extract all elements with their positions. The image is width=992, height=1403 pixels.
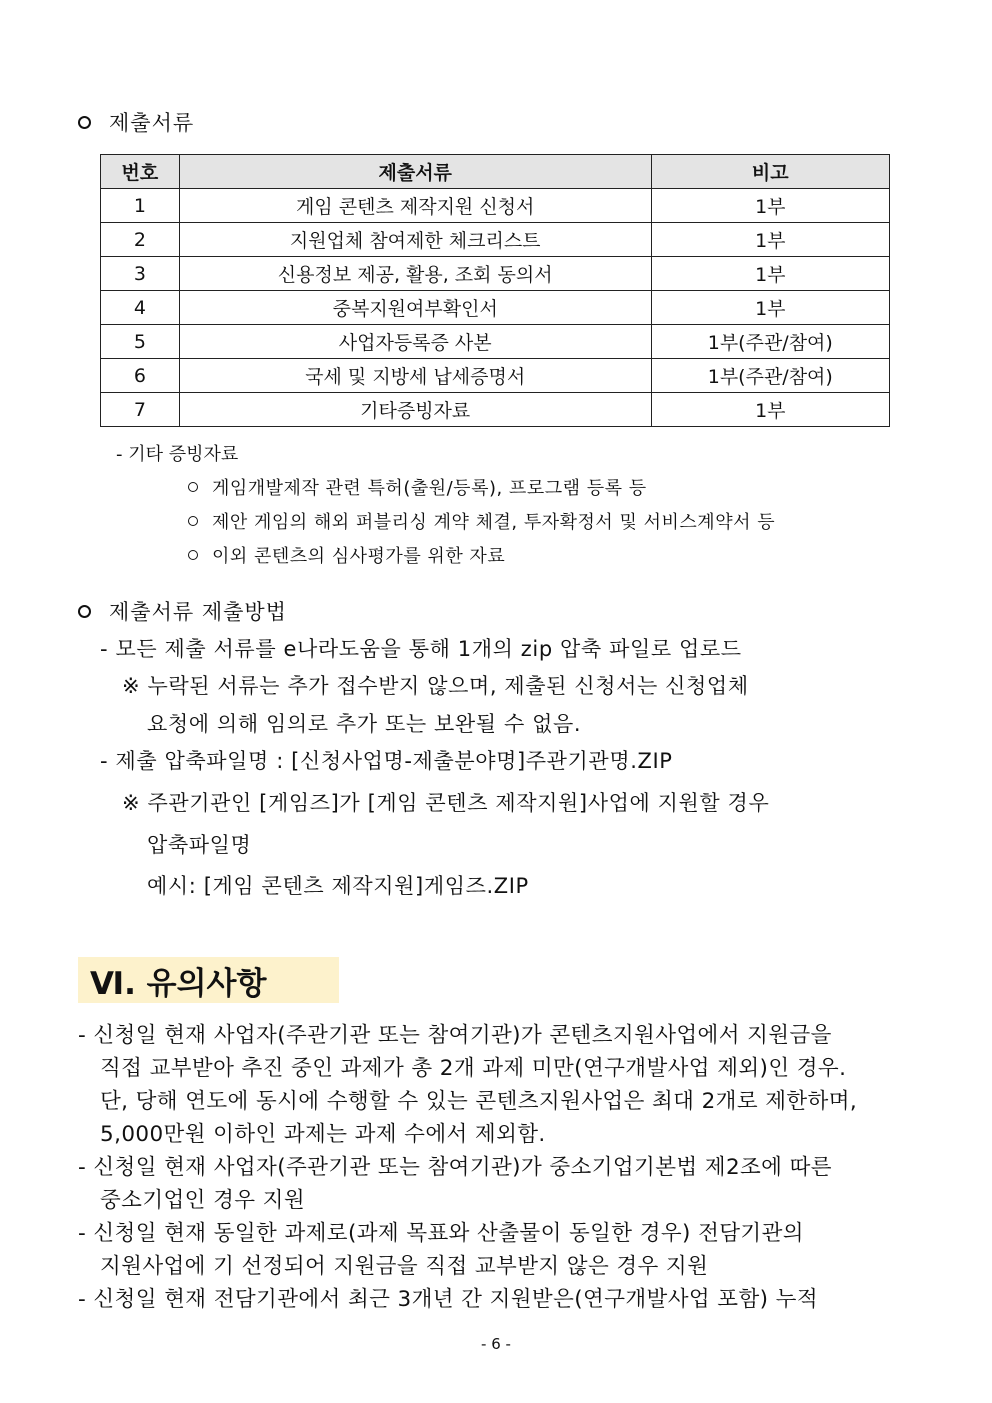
- notice-line: 중소기업인 경우 지원: [100, 1188, 305, 1213]
- cell-note: 1부: [651, 393, 889, 427]
- cell-note: 1부(주관/참여): [651, 359, 889, 393]
- table-row: [101, 189, 890, 223]
- cell-document: 기타증빙자료: [179, 393, 651, 427]
- cell-note: 1부: [651, 291, 889, 325]
- notice-line: 단, 당해 연도에 동시에 수행할 수 있는 콘텐츠지원사업은 최대 2개로 제한하며,: [100, 1089, 858, 1114]
- cell-number: 4: [101, 291, 180, 325]
- method-note-2b: 압축파일명: [147, 833, 252, 857]
- circle-bullet-icon: [78, 116, 91, 129]
- etc-label: - 기타 증빙자료: [116, 444, 239, 465]
- banner-title: Ⅵ. 유의사항: [90, 965, 267, 1002]
- table-row: [101, 393, 890, 427]
- hollow-dot-icon: [188, 550, 198, 560]
- notice-line: 지원사업에 기 선정되어 지원금을 직접 교부받지 않은 경우 지원: [100, 1254, 709, 1279]
- documents-table: [100, 154, 890, 427]
- notice-line: - 신청일 현재 전담기관에서 최근 3개년 간 지원받은(연구개발사업 포함) 누적: [78, 1287, 818, 1312]
- section-title: 제출서류 제출방법: [109, 600, 287, 624]
- etc-item: [188, 474, 647, 500]
- method-note-2c: 예시: [게임 콘텐츠 제작지원]게임즈.ZIP: [147, 874, 529, 898]
- etc-item-text: 이외 콘텐츠의 심사평가를 위한 자료: [212, 546, 506, 567]
- cell-note: 1부: [651, 189, 889, 223]
- table-row: [101, 223, 890, 257]
- table-row: [101, 257, 890, 291]
- table-row: [101, 291, 890, 325]
- cell-document: 국세 및 지방세 납세증명서: [179, 359, 651, 393]
- method-note-1a: ※ 누락된 서류는 추가 접수받지 않으며, 제출된 신청서는 신청업체: [122, 674, 749, 698]
- section-heading-method: [78, 596, 287, 626]
- cell-document: 신용정보 제공, 활용, 조회 동의서: [179, 257, 651, 291]
- cell-number: 5: [101, 325, 180, 359]
- notice-line: - 신청일 현재 사업자(주관기관 또는 참여기관)가 중소기업기본법 제2조에 따른: [78, 1155, 832, 1180]
- hollow-dot-icon: [188, 482, 198, 492]
- etc-item: [188, 508, 775, 534]
- etc-item-text: 제안 게임의 해외 퍼블리싱 계약 체결, 투자확정서 및 서비스계약서 등: [212, 512, 776, 533]
- cell-note: 1부: [651, 257, 889, 291]
- notice-line: 5,000만원 이하인 과제는 과제 수에서 제외함.: [100, 1122, 546, 1147]
- cell-number: 3: [101, 257, 180, 291]
- cell-note: 1부(주관/참여): [651, 325, 889, 359]
- header-document: 제출서류: [179, 155, 651, 189]
- cell-document: 지원업체 참여제한 체크리스트: [179, 223, 651, 257]
- cell-number: 6: [101, 359, 180, 393]
- section-title: 제출서류: [109, 111, 195, 135]
- table-row: [101, 359, 890, 393]
- cell-document: 중복지원여부확인서: [179, 291, 651, 325]
- table-row: [101, 325, 890, 359]
- cell-note: 1부: [651, 223, 889, 257]
- header-number: 번호: [101, 155, 180, 189]
- hollow-dot-icon: [188, 516, 198, 526]
- notice-line: 직접 교부받아 추진 중인 과제가 총 2개 과제 미만(연구개발사업 제외)인 경우.: [100, 1056, 847, 1081]
- circle-bullet-icon: [78, 605, 91, 618]
- cell-document: 게임 콘텐츠 제작지원 신청서: [179, 189, 651, 223]
- section-banner: [78, 957, 339, 1003]
- header-note: 비고: [651, 155, 889, 189]
- cell-number: 2: [101, 223, 180, 257]
- notice-line: - 신청일 현재 동일한 과제로(과제 목표와 산출물이 동일한 경우) 전담기관의: [78, 1221, 804, 1246]
- etc-item: [188, 542, 505, 568]
- method-line-1: - 모든 제출 서류를 e나라도움을 통해 1개의 zip 압축 파일로 업로드: [100, 637, 742, 661]
- page-number: - 6 -: [481, 1335, 511, 1353]
- cell-document: 사업자등록증 사본: [179, 325, 651, 359]
- method-note-1b: 요청에 의해 임의로 추가 또는 보완될 수 없음.: [147, 712, 582, 736]
- cell-number: 1: [101, 189, 180, 223]
- notice-line: - 신청일 현재 사업자(주관기관 또는 참여기관)가 콘텐츠지원사업에서 지원금을: [78, 1023, 832, 1048]
- etc-item-text: 게임개발제작 관련 특허(출원/등록), 프로그램 등록 등: [212, 478, 647, 499]
- method-note-2a: ※ 주관기관인 [게임즈]가 [게임 콘텐츠 제작지원]사업에 지원할 경우: [122, 791, 770, 815]
- cell-number: 7: [101, 393, 180, 427]
- method-line-2: - 제출 압축파일명 : [신청사업명-제출분야명]주관기관명.ZIP: [100, 749, 673, 773]
- table-header-row: [101, 155, 890, 189]
- section-heading-docs: [78, 107, 194, 137]
